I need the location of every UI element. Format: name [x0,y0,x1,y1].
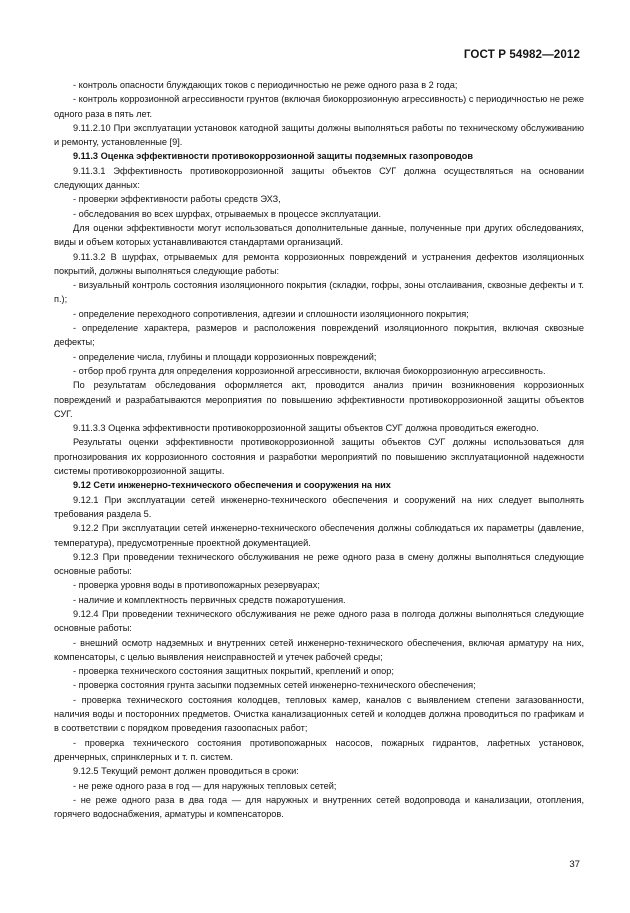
list-item: - не реже одного раза в год — для наружных тепловых сетей; [73,780,337,791]
list-item: - определение переходного сопротивления, адгезии и сплошности изоляционного покрытия; [73,308,469,319]
list-item: - визуальный контроль состояния изоляционного покрытия (складки, гофры, зоны отслаивания, сквозные дефекты и т. п.); [54,280,584,305]
paragraph: 9.12.3 При проведении технического обслуживания не реже одного раза в смену должны выполняться следующие основные работы: [54,551,584,577]
paragraph: - контроль опасности блуждающих токов с периодичностью не реже одного раза в 2 года; [73,80,458,90]
standard-header: ГОСТ Р 54982—2012 [463,48,580,61]
list-item: - проверка уровня воды в противопожарных резервуарах; [73,580,320,591]
list-item: - проверки эффективности работы средств ЭХЗ, [73,194,281,205]
list-item: - отбор проб грунта для определения коррозионной агрессивности, включая биокоррозионную агрессивность. [73,365,546,376]
paragraph: Результаты оценки эффективности противокоррозионной защиты объектов СУГ должны использоваться для прогнозирования их коррозионного состояния и разработки мероприятий по повышению эксплуатационной надежности системы противокоррозионной защиты. [54,437,584,477]
section-heading: 9.12 Сети инженерно-технического обеспечения и сооружения на них [73,480,391,491]
paragraph: 9.11.3.1 Эффективность противокоррозионной защиты объектов СУГ должна осуществляться на основании следующих данных: [54,165,584,191]
section-heading: 9.11.3 Оценка эффективности противокоррозионной защиты подземных газопроводов [73,151,474,162]
list-item: - проверка состояния грунта засыпки подземных сетей инженерно-технического обеспечения; [73,680,476,691]
paragraph: 9.12.4 При проведении технического обслуживания не реже одного раза в полгода должны выполняться следующие основные работы: [54,608,584,634]
paragraph: По результатам обследования оформляется акт, проводится анализ причин возникновения коррозионных повреждений и разрабатываются мероприятия по повышению эффективности противокоррозионной защиты объектов СУГ. [54,380,584,419]
list-item: - внешний осмотр надземных и внутренних сетей инженерно-технического обеспечения, включая арматуру на них, компенсаторы, с целью выявления неисправностей и утечек рабочей среды; [54,637,584,662]
paragraph: 9.12.1 При эксплуатации сетей инженерно-технического обеспечения и сооружений на них следует выполнять требования раздела 5. [54,494,584,519]
document-body [54,78,584,821]
paragraph: 9.12.5 Текущий ремонт должен проводиться в сроки: [73,766,299,777]
list-item: - не реже одного раза в два года — для наружных и внутренних сетей водопровода и канализации, отопления, горячего водоснабжения, арматуры и компенсаторов. [54,794,584,820]
paragraph: 9.11.2.10 При эксплуатации установок катодной защиты должны выполняться работы по техническому обслуживанию и ремонту, установленные [9]. [54,122,584,148]
page-number: 37 [569,859,580,870]
paragraph: - контроль коррозионной агрессивности грунтов (включая биокоррозионную агрессивность) с периодичностью не реже одного раза в пять лет. [54,94,584,119]
list-item: - проверка технического состояния противопожарных насосов, пожарных гидрантов, лафетных установок, дренчерных, спринклерных и т. п. систем. [54,737,584,762]
list-item: - проверка технического состояния колодцев, тепловых камер, каналов с выявлением степени загазованности, наличия воды и посторонних предметов. Очистка канализационных сетей и колодцев должна проводиться по графикам и в соответствии с порядком проведения газоопасных работ; [54,694,584,734]
paragraph: 9.11.3.2 В шурфах, отрываемых для ремонта коррозионных повреждений и устранения дефектов изоляционных покрытий, должны выполняться следующие работы: [54,251,584,276]
paragraph: Для оценки эффективности могут использоваться дополнительные данные, полученные при других обследованиях, виды и объем которых устанавливаются стандартами организаций. [54,222,584,248]
list-item: - определение характера, размеров и расположения повреждений изоляционного покрытия, включая сквозные дефекты; [54,323,584,348]
paragraph: 9.11.3.3 Оценка эффективности противокоррозионной защиты объектов СУГ должна проводиться ежегодно. [73,423,539,434]
list-item: - наличие и комплектность первичных средств пожаротушения. [73,594,346,605]
list-item: - определение числа, глубины и площади коррозионных повреждений; [73,351,377,362]
paragraph: 9.12.2 При эксплуатации сетей инженерно-технического обеспечения должны соблюдаться их параметры (давление, температура), предусмотренные проектной документацией. [54,523,584,548]
list-item: - обследования во всех шурфах, отрываемых в процессе эксплуатации. [73,208,382,219]
list-item: - проверка технического состояния защитных покрытий, креплений и опор; [73,666,394,677]
